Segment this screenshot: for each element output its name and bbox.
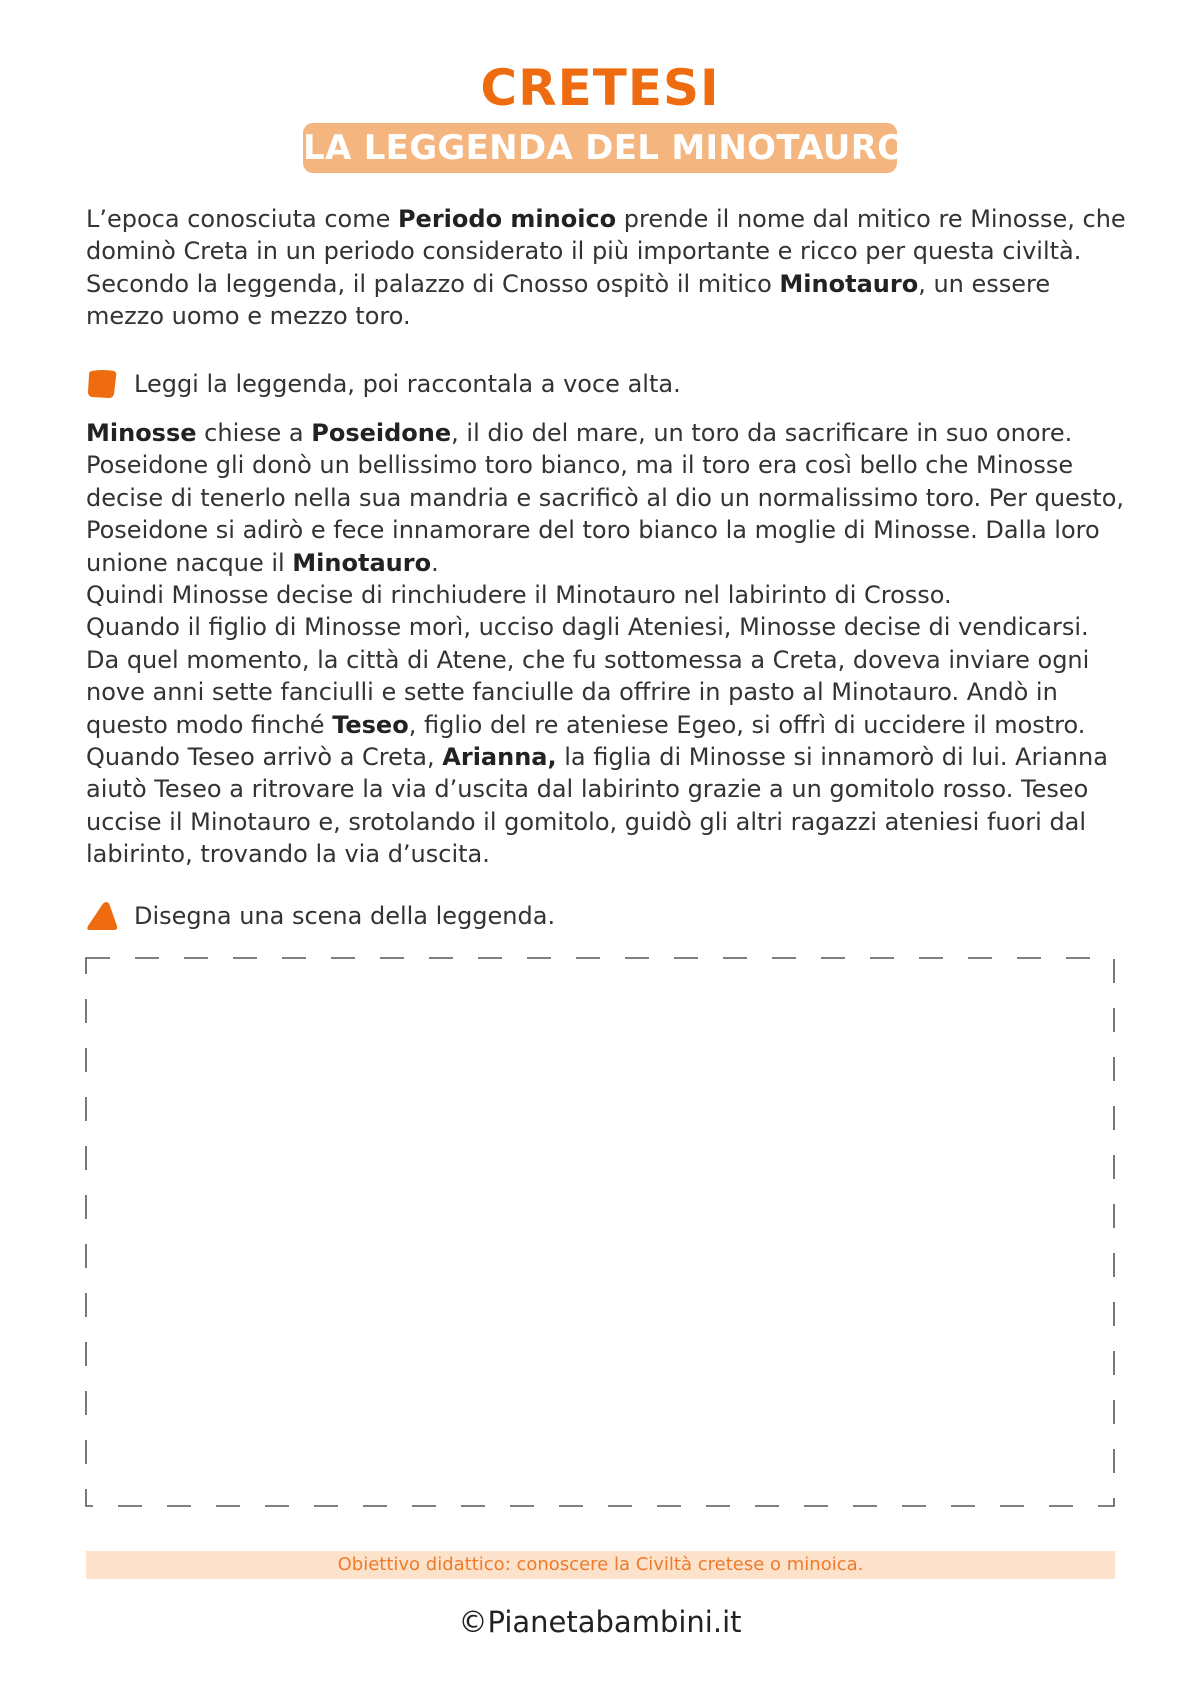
task-draw: [86, 898, 555, 934]
intro-text: , un essere mezzo uomo e mezzo toro.: [86, 269, 1051, 331]
story-bold-term: Minotauro: [292, 548, 432, 577]
intro-bold-term: Periodo minoico: [397, 205, 617, 233]
story-text: , il dio del mare, un toro da sacrificare in suo onore. Poseidone gli donò un bellissimo toro bianco, ma il toro era così bello che Minosse decise di tenerlo nella sua mandria e sacrificò al dio un normalissimo toro. Per questo, Poseidone si adirò e fece innamorare del toro bianco la moglie di Minosse. Dalla loro unione nacque il: [86, 419, 1125, 577]
task-draw-label: Disegna una scena della leggenda.: [134, 902, 556, 930]
story-text: , figlio del re ateniese Egeo, si offrì di uccidere il mostro. Quando Teseo arrivò a Creta,: [86, 710, 1086, 772]
task-read: [86, 366, 681, 402]
story-bold-term: Teseo: [332, 710, 409, 739]
story-text: .: [431, 548, 439, 577]
task-read-label: Leggi la leggenda, poi raccontala a voce alta.: [134, 370, 681, 398]
story-paragraph: [86, 417, 1126, 871]
intro-paragraph: [86, 203, 1126, 333]
subtitle-banner: [0, 123, 1200, 173]
story-bold-term: Minosse: [86, 419, 197, 447]
intro-text: prende il nome dal mitico re Minosse, che dominò Creta in un periodo considerato il più importante e ricco per questa civiltà. Secondo la leggenda, il palazzo di Cnosso ospitò il mitico: [86, 205, 1126, 298]
story-bold-term: Poseidone: [311, 419, 452, 447]
page-title: CRETESI: [480, 59, 720, 117]
story-text: Quando il figlio di Minosse morì, ucciso dagli Ateniesi, Minosse decise di vendicarsi. Da quel momento, la città di Atene, che fu sottomessa a Creta, doveva inviare ogni nove anni sette fanciulli e sette fanciulle da offrire in pasto al Minotauro. Andò in questo modo finché: [86, 613, 1090, 739]
intro-text: L’epoca conosciuta come: [86, 205, 398, 233]
story-text: chiese a: [196, 419, 312, 447]
story-text: Quindi Minosse decise di rinchiudere il Minotauro nel labirinto di Crosso.: [86, 581, 952, 610]
site-credit: ©Pianetabambini.it: [458, 1605, 742, 1639]
orange-triangle-icon: [86, 900, 118, 932]
orange-blob-icon: [86, 368, 118, 400]
story-bold-term: Arianna,: [442, 743, 557, 772]
learning-objective: Obiettivo didattico: conoscere la Civiltà cretese o minoica.: [86, 1551, 1115, 1579]
intro-bold-term: Minotauro: [779, 269, 919, 298]
drawing-area[interactable]: [85, 957, 1115, 1507]
story-text: la figlia di Minosse si innamorò di lui. Arianna aiutò Teseo a ritrovare la via d’uscita dal labirinto grazie a un gomitolo rosso. Teseo uccise il Minotauro e, srotolando il gomitolo, guidò gli altri ragazzi ateniesi fuori dal labirinto, trovando la via d’uscita.: [86, 743, 1108, 869]
page-subtitle: LA LEGGENDA DEL MINOTAURO: [303, 123, 897, 173]
